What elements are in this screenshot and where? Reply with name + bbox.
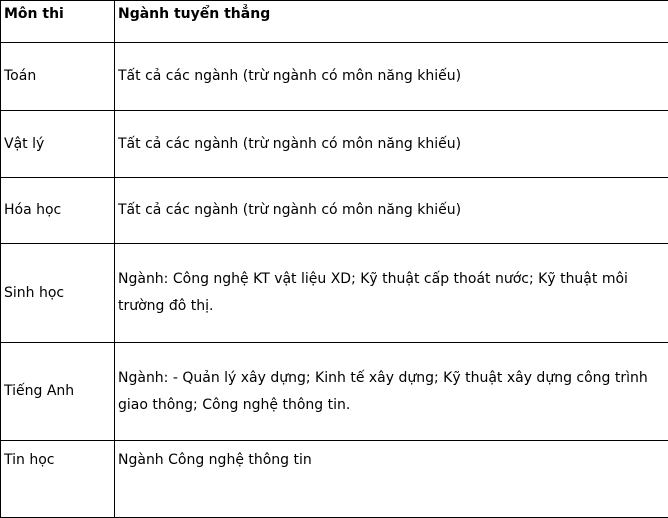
major-cell: Tất cả các ngành (trừ ngành có môn năng khiếu) [115, 111, 668, 178]
table-body [1, 43, 668, 518]
major-cell: Tất cả các ngành (trừ ngành có môn năng khiếu) [115, 43, 668, 111]
major-cell: Ngành Công nghệ thông tin [115, 441, 668, 518]
header-major: Ngành tuyển thẳng [115, 1, 668, 43]
subject-cell: Hóa học [1, 178, 115, 244]
table-row [1, 111, 668, 178]
table-row [1, 178, 668, 244]
header-row [1, 1, 668, 43]
major-cell: Ngành: - Quản lý xây dựng; Kinh tế xây dựng; Kỹ thuật xây dựng công trình giao thông; Công nghệ thông tin. [115, 343, 668, 441]
subject-cell: Vật lý [1, 111, 115, 178]
subject-cell: Sinh học [1, 244, 115, 343]
major-cell: Ngành: Công nghệ KT vật liệu XD; Kỹ thuật cấp thoát nước; Kỹ thuật môi trường đô thị. [115, 244, 668, 343]
table-row [1, 244, 668, 343]
table-header [1, 1, 668, 43]
subject-cell: Tiếng Anh [1, 343, 115, 441]
subject-cell: Tin học [1, 441, 115, 518]
header-subject: Môn thi [1, 1, 115, 43]
table-row [1, 441, 668, 518]
table-row [1, 43, 668, 111]
table-row [1, 343, 668, 441]
subject-cell: Toán [1, 43, 115, 111]
major-cell: Tất cả các ngành (trừ ngành có môn năng khiếu) [115, 178, 668, 244]
